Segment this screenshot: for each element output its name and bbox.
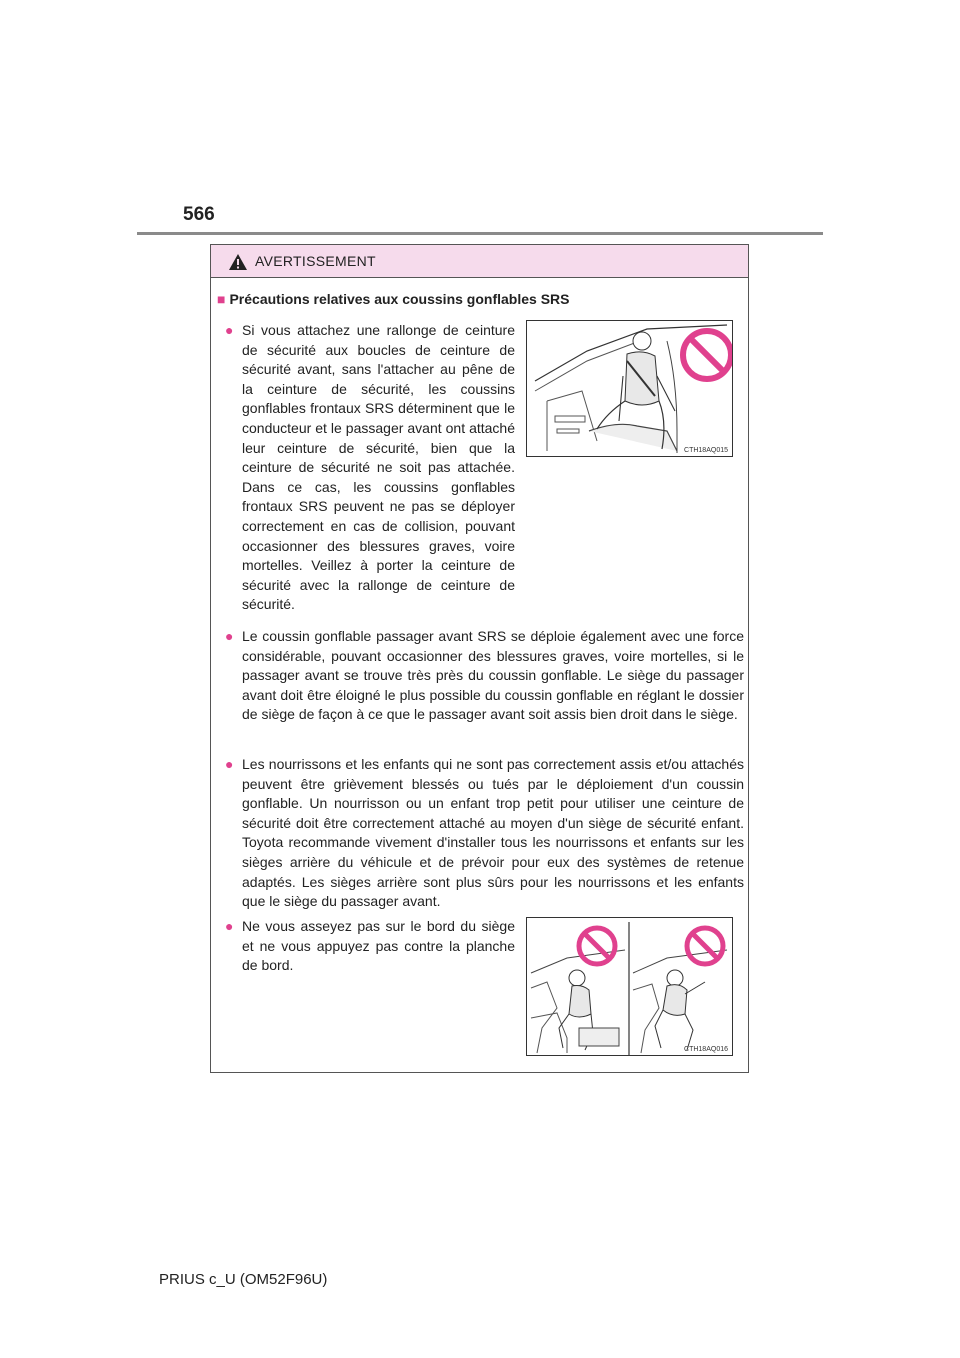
section-heading (217, 291, 569, 307)
bullet-item (225, 321, 515, 615)
square-bullet-icon: ■ (217, 291, 226, 307)
bullet-dot-icon: ● (225, 756, 234, 772)
warning-box (210, 244, 749, 1073)
warning-triangle-icon (228, 253, 248, 271)
page-number: 566 (183, 204, 215, 225)
bullet-item (225, 917, 515, 976)
bullet-text: Les nourrissons et les enfants qui ne sont pas correctement assis et/ou attachés peuvent être grièvement blessés ou tués par le déploiement d'un coussin gonflable. Un nourrisson ou un enfant trop petit pour utiliser une ceinture de sécurité doit être correctement attaché au moyen d'un siège de sécurité enfant. Toyota recommande vivement d'installer tous les nourrissons et enfants sur les sièges arrière du véhicule et de prévoir pour eux des systèmes de retenue adaptés. Les sièges arrière sont plus sûrs pour les nourrissons et les enfants que le siège du passager avant. (242, 756, 744, 910)
car-interior-figure (527, 321, 732, 456)
footer-model: PRIUS c_U (OM52F96U) (159, 1271, 328, 1288)
illustration-seating-posture (526, 917, 733, 1056)
section-heading-text: Précautions relatives aux coussins gonflables SRS (229, 291, 570, 307)
passenger-posture-figure (527, 918, 732, 1055)
header-rule (137, 232, 823, 235)
warning-header (211, 245, 748, 278)
warning-title: AVERTISSEMENT (255, 253, 376, 269)
figure-code: CTH18AQ015 (684, 447, 728, 454)
bullet-text: Si vous attachez une rallonge de ceinture de sécurité aux boucles de ceinture de sécurité avant, sans l'attacher au pêne de la ceinture de sécurité, les coussins gonflables frontaux SRS déterminent que le conducteur et le passager avant ont attaché leur ceinture de sécurité, bien que la ceinture de sécurité ne soit pas attachée. Dans ce cas, les coussins gonflables frontaux SRS peuvent ne pas se déployer correctement en cas de collision, pouvant occasionner des blessures graves, voire mortelles. Veillez à porter la ceinture de sécurité avec la rallonge de ceinture de sécurité. (242, 322, 515, 613)
bullet-dot-icon: ● (225, 322, 234, 338)
bullet-text: Ne vous asseyez pas sur le bord du siège et ne vous appuyez pas contre la planche de bord. (242, 918, 515, 974)
illustration-seatbelt-extender (526, 320, 733, 457)
bullet-item (225, 755, 744, 912)
bullet-dot-icon: ● (225, 628, 234, 644)
bullet-item (225, 627, 744, 725)
bullet-text: Le coussin gonflable passager avant SRS se déploie également avec une force considérable, pouvant occasionner des blessures graves, voire mortelles, si le passager avant se trouve très près du coussin gonflable. Le siège du passager avant doit être éloigné le plus possible du coussin gonflable en réglant le dossier de siège de façon à ce que le passager avant soit assis bien droit dans le siège. (242, 628, 744, 723)
figure-code: CTH18AQ016 (684, 1046, 728, 1053)
bullet-dot-icon: ● (225, 918, 234, 934)
